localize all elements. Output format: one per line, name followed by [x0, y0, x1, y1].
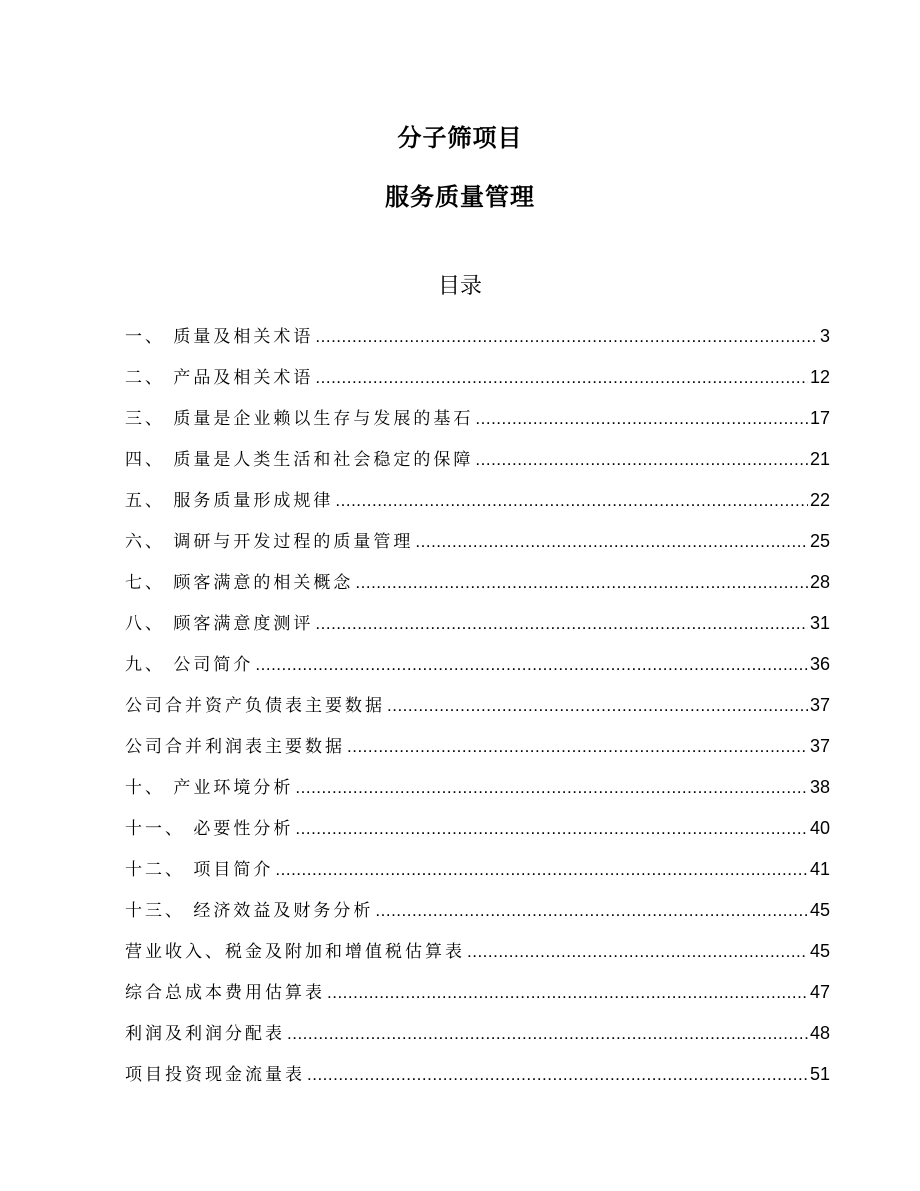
toc-dot-leader [415, 528, 808, 556]
toc-dot-leader [275, 856, 808, 884]
toc-entry-number: 十三、 [125, 901, 194, 921]
toc-dot-leader [335, 487, 808, 515]
toc-entry-page-number: 41 [809, 859, 830, 879]
toc-entry[interactable] [125, 322, 830, 363]
toc-entry-title: 调研与开发过程的质量管理 [173, 532, 414, 552]
toc-entry-page-number: 36 [809, 654, 830, 674]
toc-entry-title: 公司合并资产负债表主要数据 [125, 696, 385, 716]
toc-entry-number: 二、 [125, 368, 174, 388]
toc-entry[interactable] [125, 937, 830, 978]
toc-dot-leader [295, 815, 808, 843]
toc-dot-leader [315, 323, 818, 351]
toc-entry-page-number: 45 [809, 941, 830, 961]
toc-entry-title: 公司简介 [173, 655, 254, 675]
toc-entry-title: 综合总成本费用估算表 [125, 983, 325, 1003]
toc-entry-page-number: 47 [809, 982, 830, 1002]
toc-entry-page-number: 25 [809, 531, 830, 551]
toc-entry-page-number: 3 [819, 326, 830, 346]
toc-entry[interactable] [125, 978, 830, 1019]
toc-entry-number: 十、 [125, 778, 174, 798]
toc-entry-number: 一、 [125, 327, 174, 347]
toc-entry-number: 九、 [125, 655, 174, 675]
toc-entry-page-number: 40 [809, 818, 830, 838]
toc-entry[interactable] [125, 568, 830, 609]
toc-entry-page-number: 38 [809, 777, 830, 797]
toc-dot-leader [387, 692, 808, 720]
toc-entry-number: 五、 [125, 491, 174, 511]
toc-entry-page-number: 31 [809, 613, 830, 633]
toc-entry[interactable] [125, 1019, 830, 1060]
toc-entry-title: 必要性分析 [193, 819, 294, 839]
toc-entry-page-number: 21 [809, 449, 830, 469]
toc-entry-title: 经济效益及财务分析 [193, 901, 374, 921]
document-title-line-1: 分子筛项目 [397, 124, 523, 152]
toc-entry-number: 三、 [125, 409, 174, 429]
toc-dot-leader [475, 446, 808, 474]
toc-entry-title: 项目简介 [193, 860, 274, 880]
toc-entry[interactable] [125, 445, 830, 486]
toc-dot-leader [467, 938, 808, 966]
toc-entry-page-number: 45 [809, 900, 830, 920]
toc-dot-leader [307, 1061, 808, 1089]
toc-dot-leader [255, 651, 808, 679]
toc-entry[interactable] [125, 527, 830, 568]
toc-entry-page-number: 37 [809, 736, 830, 756]
toc-entry-title: 产品及相关术语 [173, 368, 314, 388]
toc-entry[interactable] [125, 404, 830, 445]
toc-entry-title: 质量是人类生活和社会稳定的保障 [173, 450, 474, 470]
toc-dot-leader [347, 733, 808, 761]
toc-entry-number: 七、 [125, 573, 174, 593]
toc-entry[interactable] [125, 363, 830, 404]
toc-entry-title: 顾客满意度测评 [173, 614, 314, 634]
toc-entry-page-number: 17 [809, 408, 830, 428]
toc-entry-title: 顾客满意的相关概念 [173, 573, 354, 593]
toc-entry[interactable] [125, 732, 830, 773]
toc-entry-title: 产业环境分析 [173, 778, 294, 798]
table-of-contents [125, 322, 830, 1101]
toc-entry-title: 项目投资现金流量表 [125, 1065, 305, 1085]
toc-entry-page-number: 28 [809, 572, 830, 592]
toc-entry[interactable] [125, 609, 830, 650]
toc-entry-number: 十一、 [125, 819, 194, 839]
toc-entry-title: 质量是企业赖以生存与发展的基石 [173, 409, 474, 429]
toc-entry[interactable] [125, 814, 830, 855]
toc-dot-leader [355, 569, 808, 597]
toc-entry-title: 公司合并利润表主要数据 [125, 737, 345, 757]
toc-dot-leader [375, 897, 808, 925]
toc-entry-page-number: 22 [809, 490, 830, 510]
toc-entry[interactable] [125, 1060, 830, 1101]
toc-entry[interactable] [125, 691, 830, 732]
toc-entry-number: 四、 [125, 450, 174, 470]
toc-entry-title: 利润及利润分配表 [125, 1024, 285, 1044]
toc-entry[interactable] [125, 650, 830, 691]
toc-entry-page-number: 48 [809, 1023, 830, 1043]
document-title-line-2: 服务质量管理 [385, 183, 535, 211]
toc-entry[interactable] [125, 773, 830, 814]
toc-dot-leader [327, 979, 808, 1007]
toc-entry-number: 八、 [125, 614, 174, 634]
toc-entry[interactable] [125, 855, 830, 896]
toc-entry-number: 十二、 [125, 860, 194, 880]
toc-entry-page-number: 37 [809, 695, 830, 715]
toc-dot-leader [315, 610, 808, 638]
toc-entry-page-number: 12 [809, 367, 830, 387]
toc-entry-page-number: 51 [809, 1064, 830, 1084]
toc-entry[interactable] [125, 896, 830, 937]
toc-entry[interactable] [125, 486, 830, 527]
toc-entry-title: 质量及相关术语 [173, 327, 314, 347]
toc-dot-leader [295, 774, 808, 802]
toc-entry-number: 六、 [125, 532, 174, 552]
toc-dot-leader [287, 1020, 808, 1048]
toc-entry-title: 营业收入、税金及附加和增值税估算表 [125, 942, 465, 962]
toc-dot-leader [475, 405, 808, 433]
toc-entry-title: 服务质量形成规律 [173, 491, 334, 511]
toc-heading: 目录 [437, 274, 482, 299]
toc-dot-leader [315, 364, 808, 392]
